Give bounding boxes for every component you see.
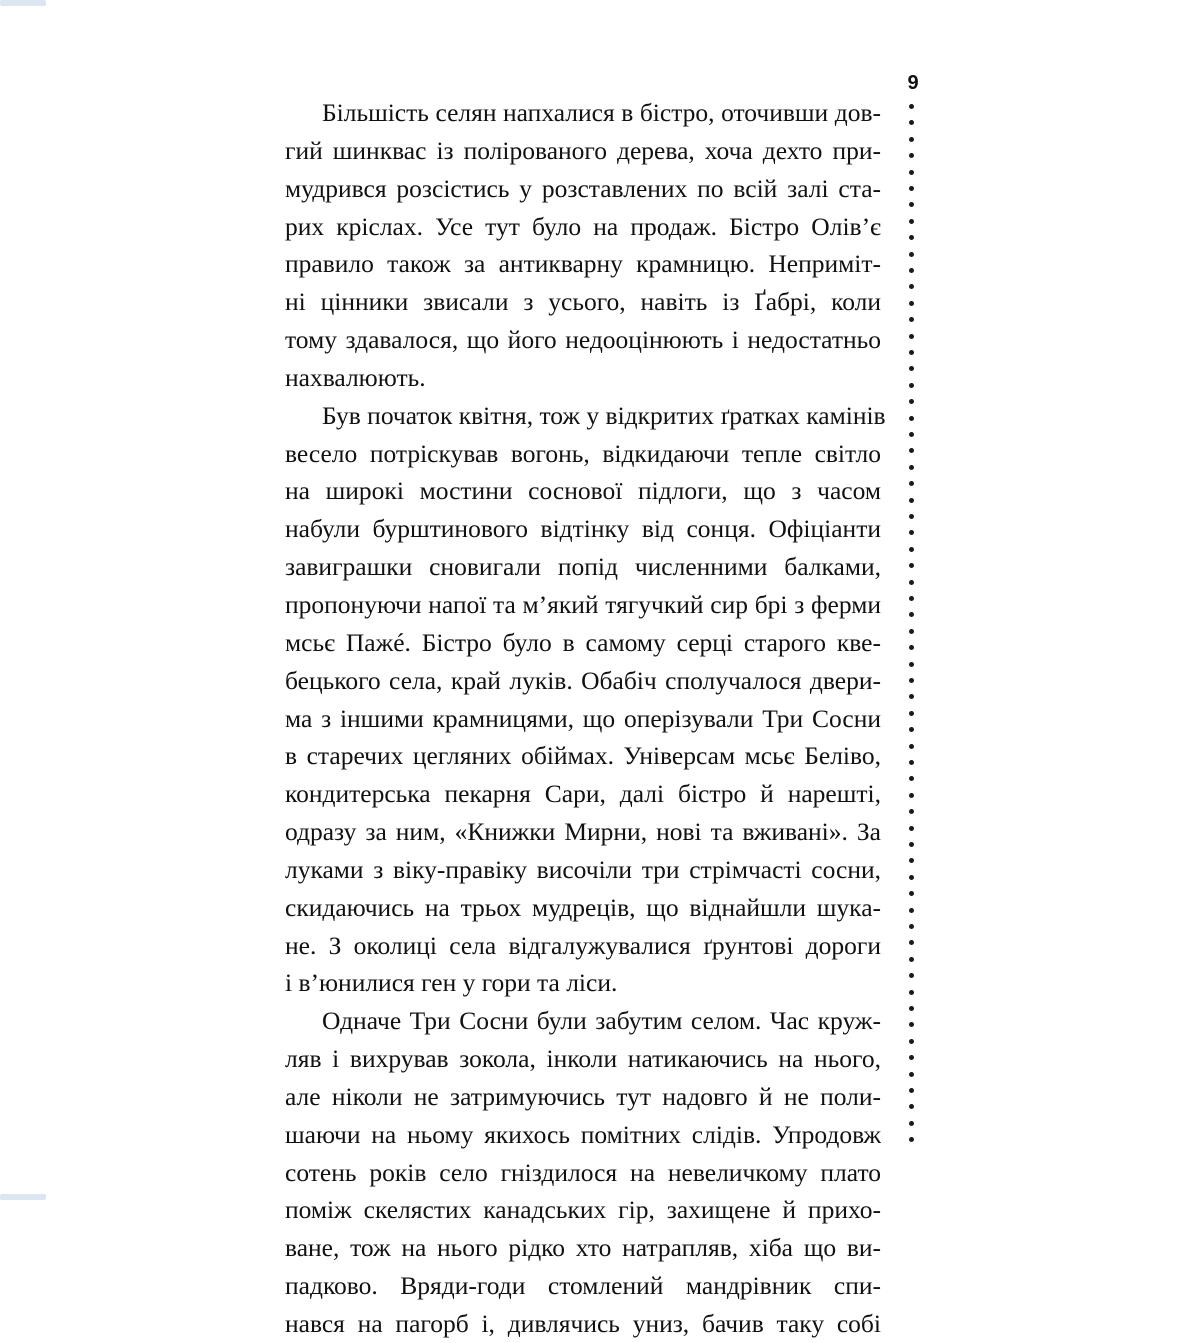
- rule-dot: [909, 399, 914, 404]
- scan-edge-mark-bottom: [0, 1194, 46, 1200]
- text-line: нахвалюють.: [285, 362, 426, 392]
- rule-dot: [909, 744, 914, 749]
- rule-dot: [909, 383, 914, 388]
- text-line: пропонуючи напої та м’який тягучкий сир брі з ферми: [285, 589, 881, 619]
- text-line: але ніколи не затримуючись тут надовго й не поли-: [285, 1081, 881, 1111]
- rule-dot: [909, 547, 914, 552]
- rule-dot: [909, 301, 914, 306]
- rule-dot: [909, 1039, 914, 1044]
- rule-dot: [909, 137, 914, 142]
- rule-dot: [909, 530, 914, 535]
- rule-dot: [909, 891, 914, 896]
- rule-dot: [909, 170, 914, 175]
- text-line: Більшість селян напхалися в бістро, оточивши дов-: [322, 98, 881, 127]
- rule-dot: [909, 235, 914, 240]
- text-line: Одначе Три Сосни були забутим селом. Час круж-: [322, 1006, 881, 1036]
- rule-dot: [909, 694, 914, 699]
- text-line: одразу за ним, «Книжки Мирни, нові та вживані». За: [285, 817, 881, 847]
- text-line: гий шинквас із полірованого дерева, хоча дехто при-: [285, 135, 881, 165]
- rule-dot: [909, 940, 914, 945]
- rule-dot: [909, 1072, 914, 1077]
- text-line: падково. Вряди-годи стомлений мандрівник спи-: [285, 1271, 881, 1301]
- text-line: рих кріслах. Усе тут було на продаж. Бістро Олів’є: [285, 211, 881, 241]
- rule-dot: [909, 514, 914, 519]
- rule-dot: [909, 612, 914, 617]
- rule-dot: [909, 645, 914, 650]
- rule-dot: [909, 908, 914, 913]
- rule-dot: [909, 1022, 914, 1027]
- rule-dot: [909, 334, 914, 339]
- text-line: бецького села, край луків. Обабіч сполучалося двери-: [285, 665, 881, 695]
- text-line: мсьє Пажé. Бістро було в самому серці старого кве-: [285, 627, 881, 657]
- rule-dot: [909, 711, 914, 716]
- rule-dot: [909, 481, 914, 486]
- rule-dot: [909, 1088, 914, 1093]
- rule-dot: [909, 563, 914, 568]
- rule-dot: [909, 957, 914, 962]
- text-line: в старечих цегляних обіймах. Універсам мсьє Беліво,: [285, 741, 881, 771]
- rule-dot: [909, 842, 914, 847]
- text-line: поміж скелястих канадських гір, захищене й прихо-: [285, 1195, 881, 1225]
- rule-dot: [909, 416, 914, 421]
- rule-dot: [909, 776, 914, 781]
- text-line: Був початок квітня, тож у відкритих ґратках камінів: [322, 400, 886, 430]
- rule-dot: [909, 219, 914, 224]
- rule-dot: [909, 104, 914, 109]
- rule-dot: [909, 268, 914, 273]
- text-line: правило також за антикварну крамницю. Неприміт-: [285, 249, 881, 279]
- rule-dot: [909, 1121, 914, 1126]
- rule-dot: [909, 662, 914, 667]
- rule-dot: [909, 826, 914, 831]
- rule-dot: [909, 1006, 914, 1011]
- rule-dot: [909, 973, 914, 978]
- rule-dot: [909, 596, 914, 601]
- text-line: ма з іншими крамницями, що оперізували Три Сосни: [285, 703, 881, 733]
- rule-dot: [909, 793, 914, 798]
- rule-dot: [909, 498, 914, 503]
- rule-dot: [909, 990, 914, 995]
- text-line: шаючи на ньому якихось помітних слідів. Упродовж: [285, 1119, 881, 1149]
- rule-dot: [909, 366, 914, 371]
- rule-dot: [909, 120, 914, 125]
- rule-dot: [909, 629, 914, 634]
- text-line: скидаючись на трьох мудреців, що віднайшли шука-: [285, 892, 881, 922]
- scan-edge-mark-top: [0, 0, 46, 6]
- rule-dot: [909, 284, 914, 289]
- rule-dot: [909, 580, 914, 585]
- rule-dot: [909, 448, 914, 453]
- rule-dot: [909, 1104, 914, 1109]
- rule-dot: [909, 760, 914, 765]
- text-line: ляв і вихрував зокола, інколи натикаючись на нього,: [285, 1044, 881, 1074]
- text-line: мудрився розсістись у розставлених по всій залі ста-: [285, 173, 881, 203]
- rule-dot: [909, 858, 914, 863]
- rule-dot: [909, 153, 914, 158]
- text-line: набули бурштинового відтінку від сонця. Офіціанти: [285, 514, 881, 544]
- text-line: і в’юнилися ген у гори та ліси.: [285, 968, 618, 998]
- text-line: ване, тож на нього рідко хто натрапляв, хіба що ви-: [285, 1233, 881, 1263]
- rule-dot: [909, 202, 914, 207]
- text-line: луками з віку-правіку височіли три стрімчасті сосни,: [285, 854, 881, 884]
- text-line: нався на пагорб і, дивлячись униз, бачив таку собі: [285, 1309, 881, 1338]
- rule-dot: [909, 350, 914, 355]
- rule-dot: [909, 1055, 914, 1060]
- text-line: на широкі мостини соснової підлоги, що з часом: [285, 476, 881, 506]
- text-line: весело потріскував вогонь, відкидаючи тепле світло: [285, 438, 881, 468]
- rule-dot: [909, 727, 914, 732]
- rule-dot: [909, 252, 914, 257]
- body-text: [285, 94, 886, 1343]
- rule-dot: [909, 1137, 914, 1142]
- text-line: тому здавалося, що його недооцінюють і недостатньо: [285, 325, 881, 355]
- dotted-margin-rule: [905, 104, 919, 1164]
- text-line: завиграшки сновигали попід численними балками,: [285, 552, 881, 582]
- rule-dot: [909, 678, 914, 683]
- rule-dot: [909, 186, 914, 191]
- text-line: не. З околиці села відгалужувалися ґрунтові дороги: [285, 930, 881, 960]
- rule-dot: [909, 875, 914, 880]
- rule-dot: [909, 317, 914, 322]
- rule-dot: [909, 924, 914, 929]
- page-number: 9: [907, 72, 919, 94]
- text-line: ні цінники звисали з усього, навіть із Ґабрі, коли: [285, 287, 881, 317]
- rule-dot: [909, 809, 914, 814]
- rule-dot: [909, 432, 914, 437]
- rule-dot: [909, 465, 914, 470]
- text-line: сотень років село гніздилося на невеличкому плато: [285, 1157, 881, 1187]
- text-line: кондитерська пекарня Сари, далі бістро й нарешті,: [285, 779, 881, 809]
